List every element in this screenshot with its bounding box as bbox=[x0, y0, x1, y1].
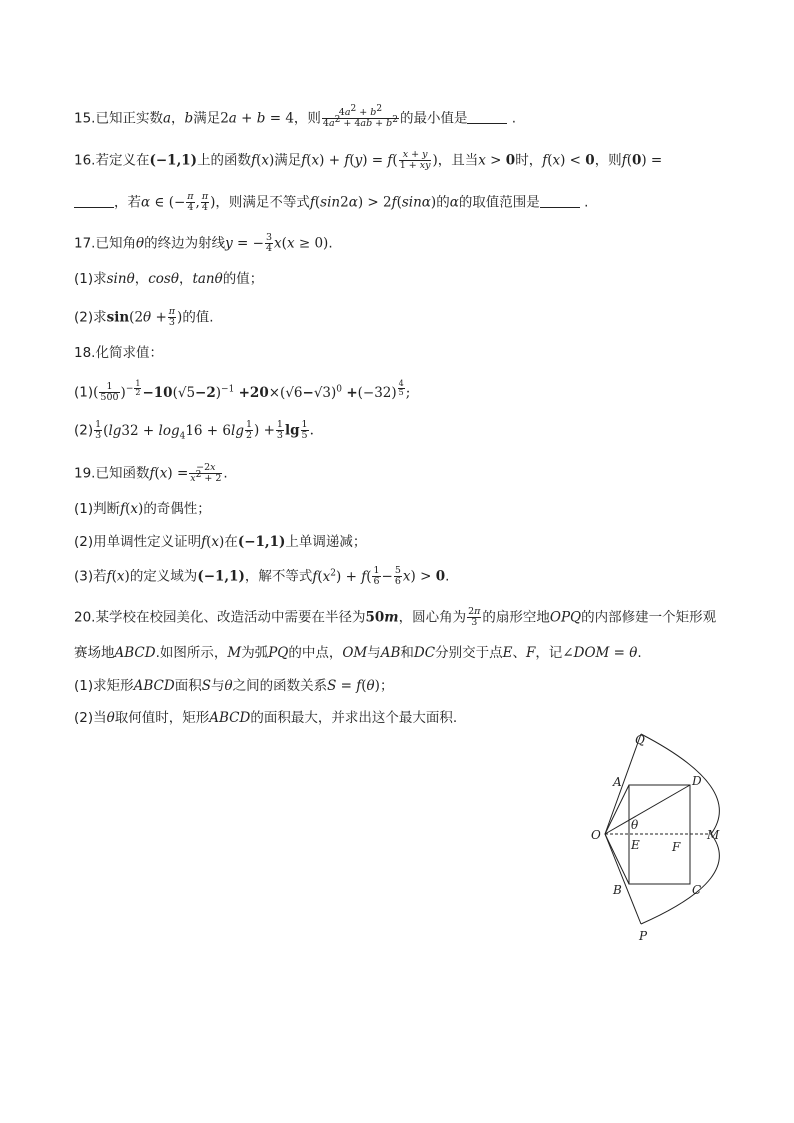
fraction: $\frac{1}{3}$ bbox=[276, 419, 283, 441]
question-19-part-1: (1)判断f(x)的奇偶性； bbox=[74, 501, 211, 517]
label-E: E bbox=[631, 838, 640, 852]
fraction: $\frac{1}{500}$ bbox=[100, 381, 119, 403]
question-20-part-1: (1)求矩形ABCD面积S与θ之间的函数关系S = f(θ)； bbox=[74, 678, 394, 694]
question-17: 17.已知角θ的终边为射线y = − $\frac{3}{4}$ x(x ≥ 0). bbox=[74, 232, 333, 254]
question-number: 18. bbox=[74, 345, 96, 361]
question-number: 17. bbox=[74, 235, 96, 252]
question-17-part-1: (1)求sinθ，cosθ，tanθ的值； bbox=[74, 271, 264, 287]
fraction: $\frac{\pi}{3}$ bbox=[168, 306, 176, 328]
question-19-part-3: (3)若f(x)的定义域为(−1,1)，解不等式$f(x^2) + f$( $\frac{1}{6}$ − $\frac{5}{6}$ x) > 0. bbox=[74, 565, 450, 587]
fraction: $\frac{\pi}{4}$ bbox=[187, 191, 194, 213]
fraction: $\frac{\pi}{4}$ bbox=[201, 191, 209, 213]
question-18: 18.化简求值： bbox=[74, 345, 163, 361]
label-A: A bbox=[613, 775, 622, 789]
label-O: O bbox=[591, 828, 601, 842]
label-C: C bbox=[692, 883, 702, 897]
question-number: 16. bbox=[74, 152, 96, 169]
label-theta: θ bbox=[631, 818, 639, 832]
fraction: $\frac{1}{6}$ bbox=[373, 565, 380, 587]
label-F: F bbox=[672, 840, 681, 854]
fraction: $\frac{4a^2 + b^2}{4a^2 + 4ab + b^2}$ bbox=[322, 103, 398, 129]
question-17-part-2: (2)求sin(2θ + $\frac{\pi}{3}$ )的值. bbox=[74, 306, 214, 328]
question-16: 16.若定义在(−1,1)上的函数f(x)满足f(x) + f(y) = f( $\frac{x + y}{1 + xy}$ )，且当x > 0时，f(x) < 0，则f(0) = bbox=[74, 149, 663, 171]
answer-blank bbox=[540, 195, 580, 208]
question-19: 19.已知函数f(x) = $\frac{-2x}{x^2 + 2}$ . bbox=[74, 462, 228, 484]
fraction: $\frac{2\pi}{3}$ bbox=[468, 606, 481, 628]
label-Q: Q bbox=[635, 733, 645, 747]
label-P: P bbox=[639, 929, 648, 943]
question-18-part-1: (1)( $\frac{1}{500}$ )$^{- \frac{1}{2}}$ $-10(√5-2)^{-1} +20\times(√6-√3)^0 +(-32)$ $^{\frac{4}{5}}$ ; bbox=[74, 379, 411, 403]
label-B: B bbox=[613, 883, 622, 897]
question-20-part-2: (2)当θ取何值时，矩形ABCD的面积最大，并求出这个最大面积. bbox=[74, 710, 458, 726]
question-18-part-2: (2) $\frac{1}{3}$ ($\lg 32 + \log_416 + 6\lg$ $\frac{1}{2}$ ) + $\frac{1}{3}$ lg $\frac{1}{5}$ . bbox=[74, 419, 314, 442]
segment-OD bbox=[605, 785, 690, 834]
fraction: $\frac{1}{3}$ bbox=[95, 419, 102, 441]
segment-OB bbox=[605, 834, 629, 884]
fraction: $\frac{x + y}{1 + xy}$ bbox=[399, 149, 431, 171]
label-D: D bbox=[692, 774, 702, 788]
question-19-part-2: (2)用单调性定义证明f(x)在(−1,1)上单调递减； bbox=[74, 534, 367, 550]
label-M: M bbox=[707, 828, 720, 842]
question-15: 15.已知正实数a，b满足2a + b = 4，则 $\frac{4a^2 + b^2}{4a^2 + 4ab + b^2}$ 的最小值是 . bbox=[74, 103, 517, 129]
answer-blank bbox=[74, 195, 114, 208]
question-20: 20.某学校在校园美化、改造活动中需要在半径为50m，圆心角为 $\frac{2\pi}{3}$ 的扇形空地OPQ的内部修建一个矩形观 bbox=[74, 606, 717, 628]
question-number: 15. bbox=[74, 110, 96, 127]
question-20-line-2: 赛场地ABCD.如图所示，M为弧PQ的中点，OM与AB和DC分别交于点E、F，记∠DOM = θ. bbox=[74, 645, 642, 661]
fraction: $\frac{5}{6}$ bbox=[394, 565, 401, 587]
sector-rectangle-figure bbox=[585, 728, 735, 943]
question-16-cont: ，若α ∈ (− $\frac{\pi}{4}$ , $\frac{\pi}{4}$ )，则满足不等式f(sin2α) > 2f(sinα)的α的取值范围是 . bbox=[74, 192, 588, 213]
fraction: $\frac{1}{2}$ bbox=[245, 419, 253, 441]
fraction: $\frac{-2x}{x^2 + 2}$ bbox=[190, 462, 222, 484]
answer-blank bbox=[467, 111, 507, 124]
fraction: $\frac{3}{4}$ bbox=[265, 232, 273, 254]
question-number: 20. bbox=[74, 609, 96, 626]
fraction: $\frac{1}{5}$ bbox=[301, 419, 308, 441]
question-number: 19. bbox=[74, 465, 96, 482]
